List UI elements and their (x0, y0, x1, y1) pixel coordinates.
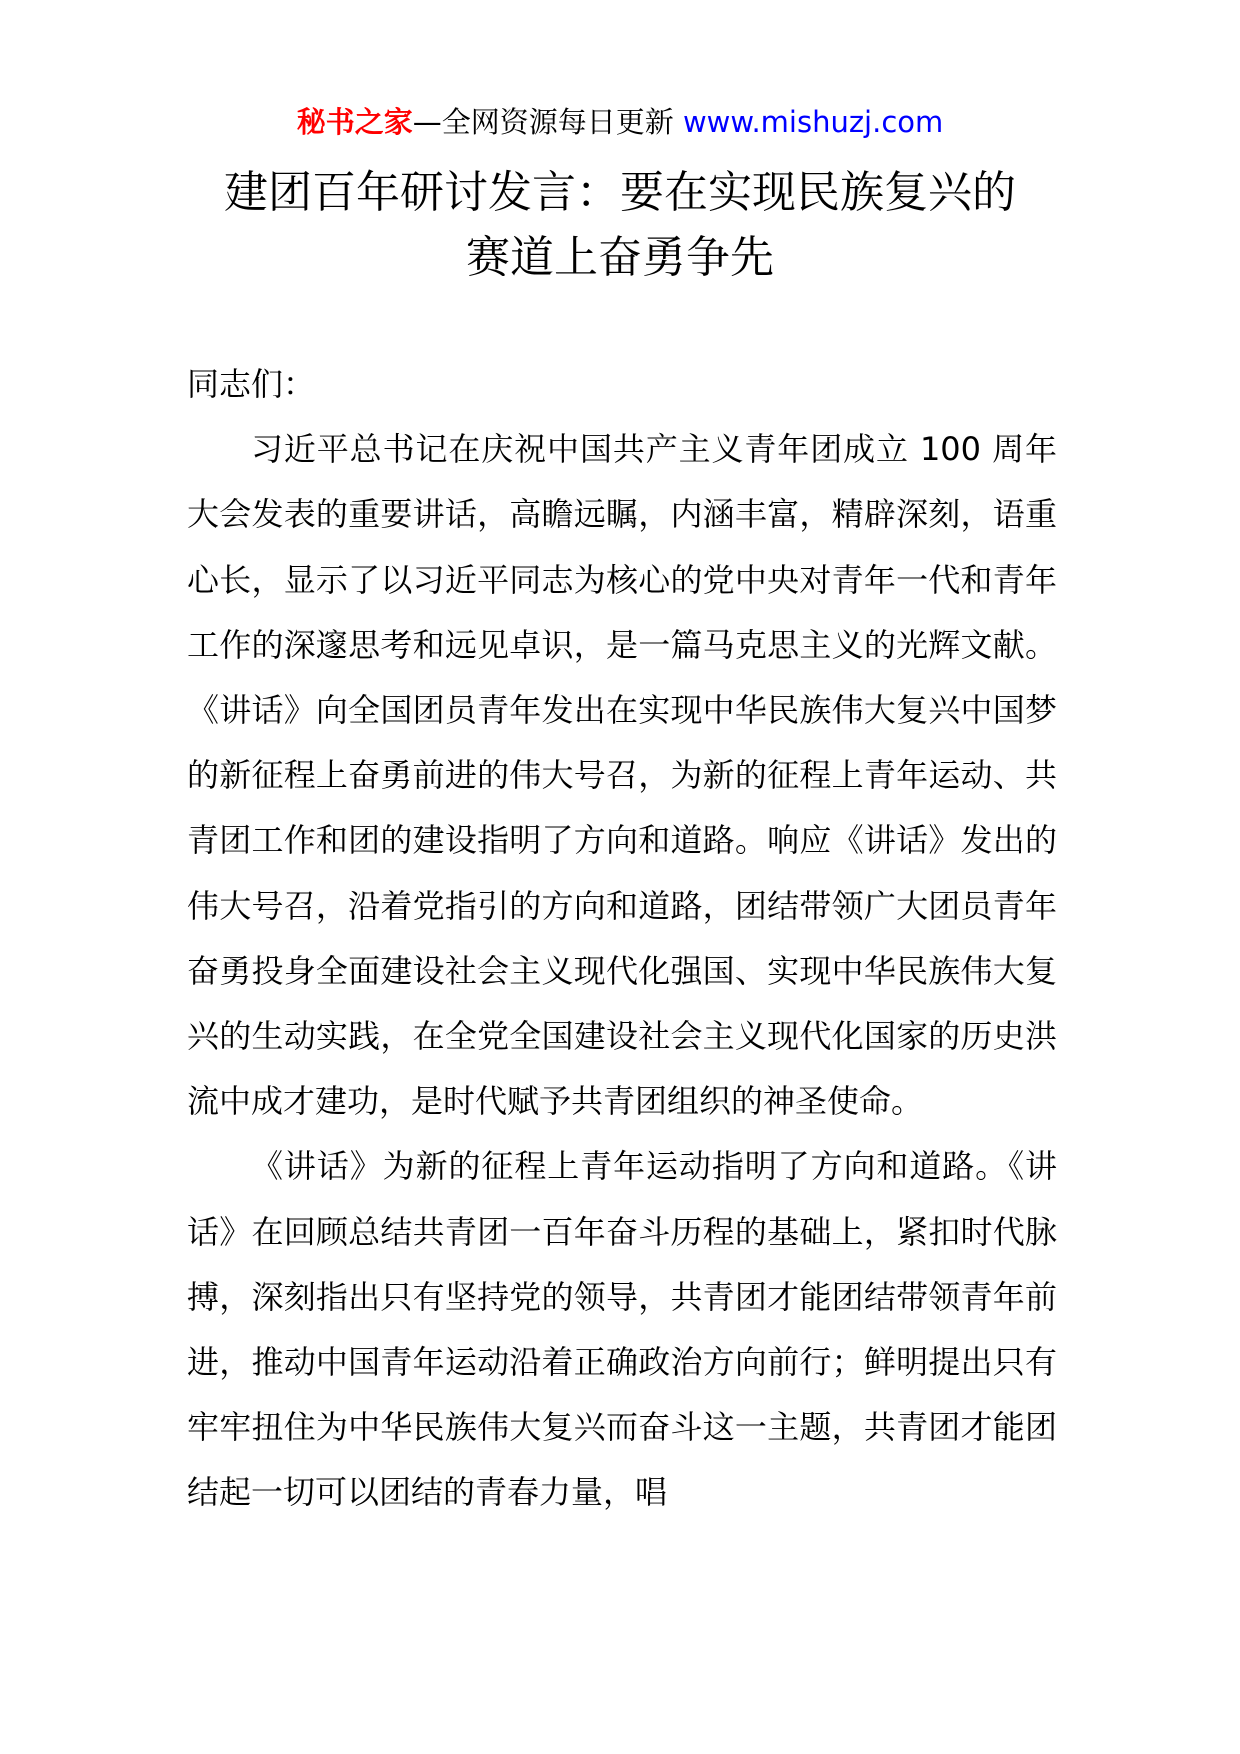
site-url-link[interactable]: www.mishuzj.com (682, 105, 944, 139)
site-header (0, 100, 1240, 144)
site-tagline: —全网资源每日更新 (412, 105, 674, 139)
document-title-line-2: 赛道上奋勇争先 (466, 232, 774, 283)
site-brand: 秘书之家 (296, 105, 413, 139)
body-paragraph-1: 习近平总书记在庆祝中国共产主义青年团成立 100 周年大会发表的重要讲话，高瞻远瞩，内涵丰富，精辟深刻，语重心长，显示了以习近平同志为核心的党中央对青年一代和青年工作的深邃思考和远见卓识，是一篇马克思主义的光辉文献。《讲话》向全国团员青年发出在实现中华民族伟大复兴中国梦的新征程上奋勇前进的伟大号召，为新的征程上青年运动、共青团工作和团的建设指明了方向和道路。响应《讲话》发出的伟大号召，沿着党指引的方向和道路，团结带领广大团员青年奋勇投身全面建设社会主义现代化强国、实现中华民族伟大复兴的生动实践，在全党全国建设社会主义现代化国家的历史洪流中成才建功，是时代赋予共青团组织的神圣使命。 (187, 430, 1057, 1121)
salutation: 同志们： (187, 365, 316, 403)
document-body (187, 352, 1057, 1526)
document-title (100, 160, 1140, 290)
document-title-line-1: 建团百年研讨发言：要在实现民族复兴的 (224, 167, 1016, 218)
body-paragraph-2: 《讲话》为新的征程上青年运动指明了方向和道路。《讲话》在回顾总结共青团一百年奋斗历程的基础上，紧扣时代脉搏，深刻指出只有坚持党的领导，共青团才能团结带领青年前进，推动中国青年运动沿着正确政治方向前行；鲜明提出只有牢牢扭住为中华民族伟大复兴而奋斗这一主题，共青团才能团结起一切可以团结的青春力量，唱 (187, 1147, 1057, 1512)
